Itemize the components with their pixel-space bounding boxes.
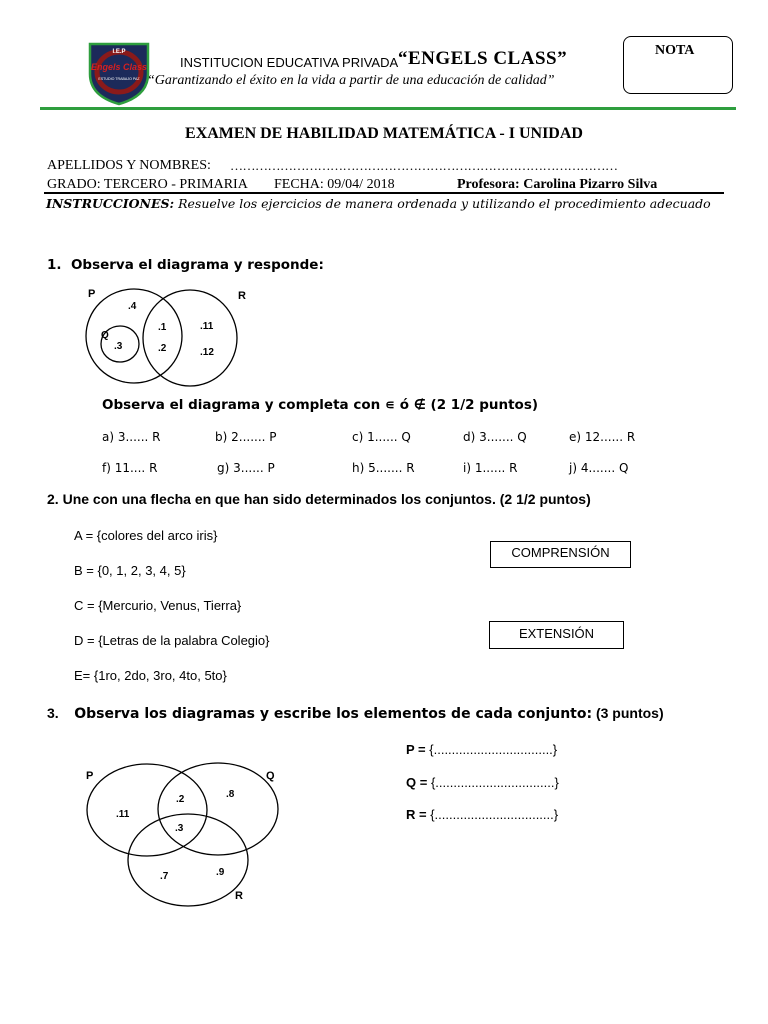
set-p-label: P [88, 288, 96, 300]
school-motto: “Garantizando el éxito en la vida a partir de una educación de calidad” [147, 73, 555, 88]
element-1: .1 [158, 322, 167, 333]
option-a: a) 3...... R [102, 430, 161, 444]
answer-p-label: P = [406, 742, 426, 757]
header-divider [40, 107, 736, 110]
venn-diagram-2 [80, 760, 290, 910]
answer-r-field[interactable]: {.................................} [430, 807, 559, 822]
answer-q-field[interactable]: {.................................} [430, 775, 559, 790]
question-3-points: (3 puntos) [592, 705, 664, 721]
set-b: B = {0, 1, 2, 3, 4, 5} [74, 563, 186, 578]
element-8: .8 [226, 789, 235, 800]
school-logo [84, 40, 154, 106]
element-3: .3 [114, 341, 123, 352]
date-text: FECHA: 09/04/ 2018 [274, 177, 395, 192]
set-r-circle [128, 814, 248, 906]
question-3-text: Observa los diagramas y escribe los elementos de cada conjunto: [74, 706, 593, 722]
set-p-circle [87, 764, 207, 856]
question-1-text: Observa el diagrama y responde: [70, 257, 324, 273]
element-4: .4 [128, 301, 137, 312]
answer-q-label: Q = [406, 775, 428, 790]
extension-box[interactable]: EXTENSIÓN [489, 621, 624, 649]
set-r-circle [143, 290, 237, 386]
school-brand: “ENGELS CLASS” [398, 48, 568, 69]
set-a: A = {colores del arco iris} [74, 528, 218, 543]
option-d: d) 3....... Q [463, 430, 527, 444]
exam-title: EXAMEN DE HABILIDAD MATEMÁTICA - I UNIDAD [185, 125, 583, 142]
question-3-number: 3. [47, 705, 59, 721]
grade-box-label: NOTA [655, 43, 695, 58]
element-11: .11 [116, 809, 130, 820]
set-d: D = {Letras de la palabra Colegio} [74, 633, 270, 648]
set-r-label: R [238, 290, 246, 302]
option-h: h) 5....... R [352, 461, 415, 475]
set-q-label: Q [101, 330, 109, 341]
set-p-label: P [86, 770, 94, 782]
answer-p[interactable] [406, 742, 557, 757]
element-2: .2 [158, 343, 167, 354]
logo-script-text: Engels Class [90, 62, 148, 72]
venn-diagram-1 [80, 282, 250, 392]
element-3: .3 [175, 823, 184, 834]
element-2: .2 [176, 794, 185, 805]
element-7: .7 [160, 871, 169, 882]
instructions [46, 195, 722, 213]
names-label: APELLIDOS Y NOMBRES: [47, 158, 211, 173]
set-c: C = {Mercurio, Venus, Tierra} [74, 598, 242, 613]
element-11: .11 [200, 321, 214, 332]
option-i: i) 1...... R [463, 461, 518, 475]
logo-top-text: I.E.P [112, 49, 126, 55]
answer-q[interactable] [406, 775, 559, 790]
question-2-number: 2. [47, 491, 59, 507]
question-1-number: 1. [47, 257, 62, 273]
instructions-label: INSTRUCCIONES: [46, 196, 175, 211]
comprehension-box[interactable]: COMPRENSIÓN [490, 541, 631, 568]
option-j: j) 4....... Q [569, 461, 629, 475]
set-q-label: Q [266, 770, 275, 782]
school-name: INSTITUCION EDUCATIVA PRIVADA [180, 55, 399, 70]
option-c: c) 1...... Q [352, 430, 411, 444]
logo-bottom-text: ESTUDIO TRABAJO PAZ [98, 77, 140, 81]
info-rule [44, 192, 724, 194]
instructions-text: Resuelve los ejercicios de manera ordenada y utilizando el procedimiento adecuado [174, 196, 711, 211]
question-3-title [47, 705, 664, 722]
option-g: g) 3...... P [217, 461, 275, 475]
element-9: .9 [216, 867, 225, 878]
teacher-text: Profesora: Carolina Pizarro Silva [457, 177, 658, 192]
option-b: b) 2....... P [215, 430, 277, 444]
question-1-subtitle: Observa el diagrama y completa con ∊ ó ∉ (2 1/2 puntos) [102, 397, 539, 413]
option-e: e) 12...... R [569, 430, 636, 444]
names-field[interactable]: ………………………………………………………………………………… [230, 158, 618, 173]
set-e: E= {1ro, 2do, 3ro, 4to, 5to} [74, 668, 227, 683]
grade-text: GRADO: TERCERO - PRIMARIA [47, 177, 248, 192]
set-q-circle [158, 763, 278, 855]
question-2-title [47, 491, 591, 507]
question-1-title [47, 257, 324, 273]
element-12: .12 [200, 347, 214, 358]
question-2-text: Une con una flecha en que han sido determinados los conjuntos. (2 1/2 puntos) [62, 491, 591, 507]
answer-p-field[interactable]: {.................................} [429, 742, 558, 757]
answer-r-label: R = [406, 807, 427, 822]
answer-r[interactable] [406, 807, 558, 822]
option-f: f) 11.... R [102, 461, 158, 475]
set-r-label: R [235, 890, 243, 902]
